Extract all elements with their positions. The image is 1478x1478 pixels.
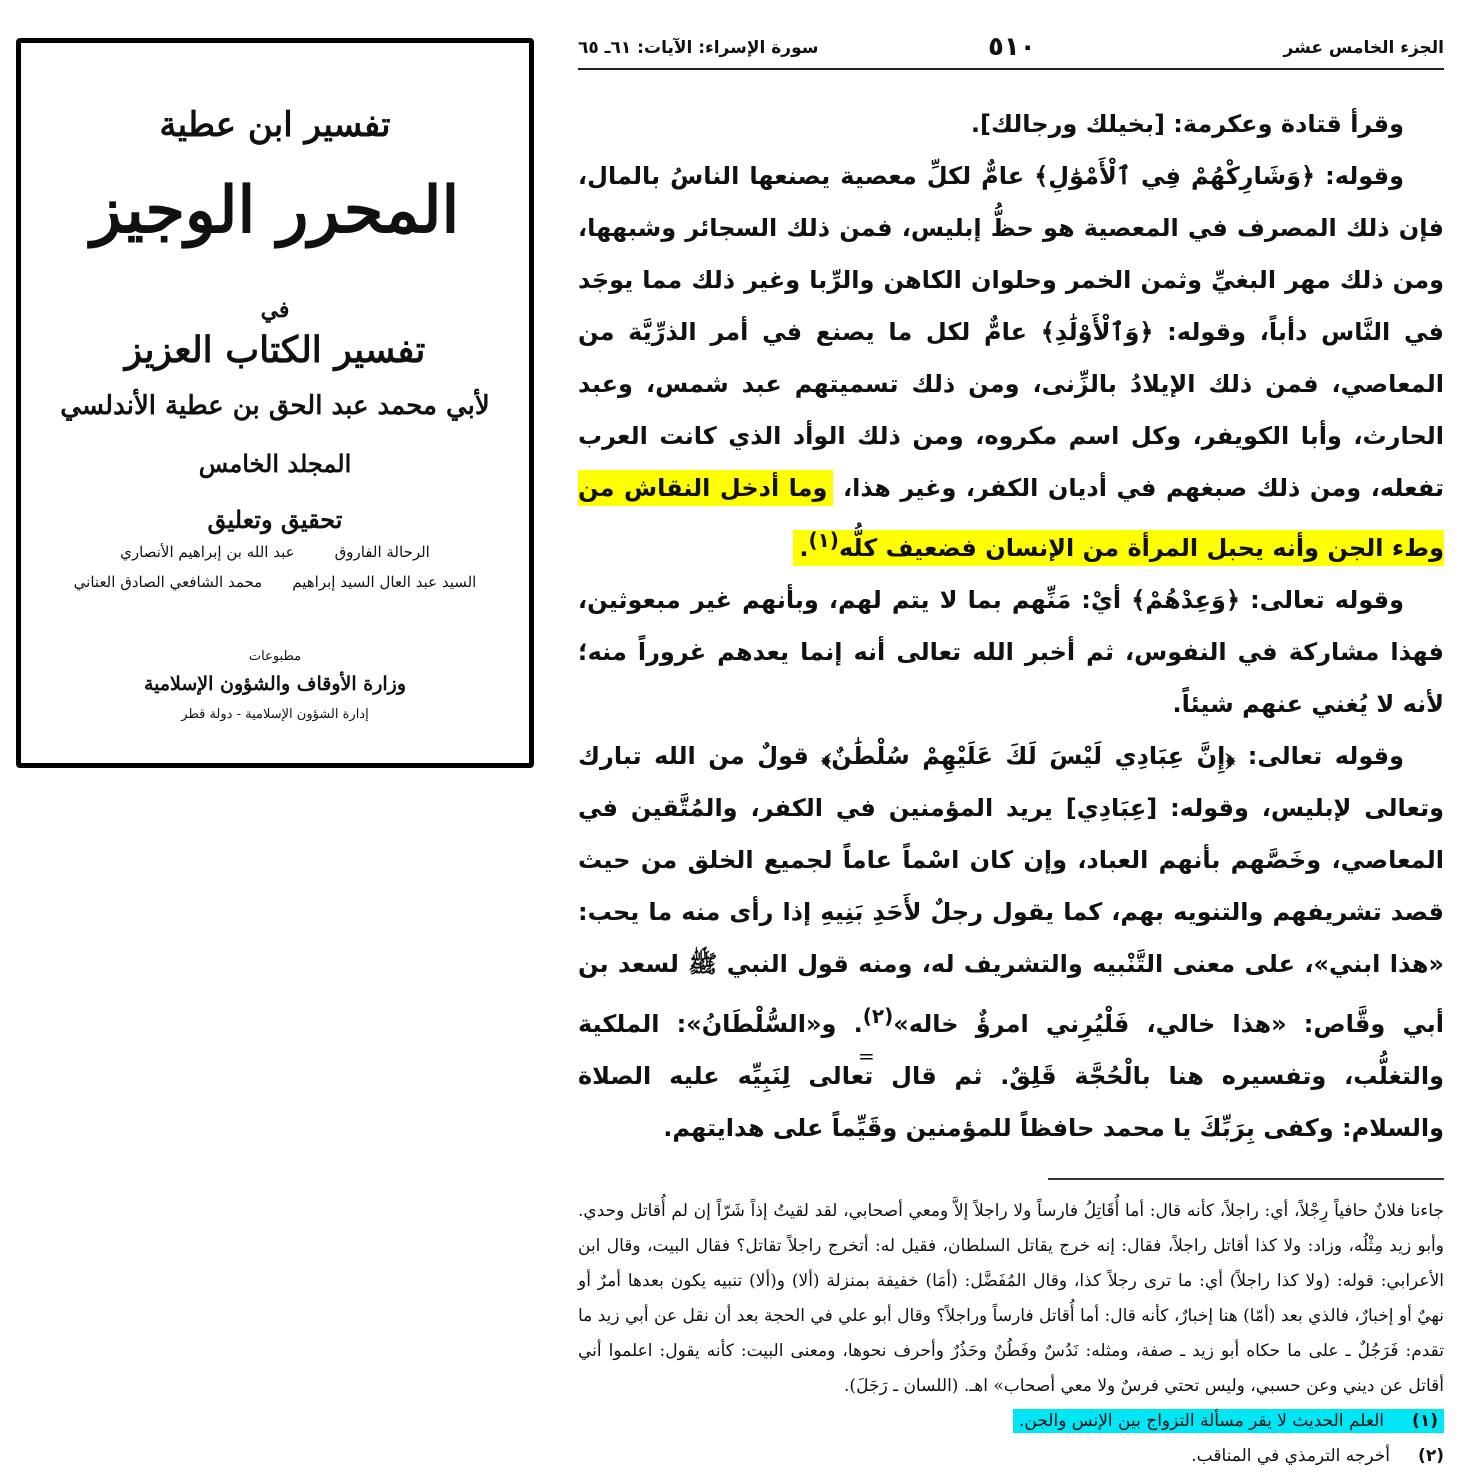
part-label: الجزء الخامس عشر xyxy=(1283,38,1444,58)
cover-series: تفسير ابن عطية xyxy=(159,105,391,145)
book-cover xyxy=(16,38,534,768)
footnote-text: أخرجه الترمذي في المناقب. xyxy=(1191,1446,1390,1466)
footnote-text: العلم الحديث لا يقر مسألة التزواج بين الإنس والجن. xyxy=(1018,1411,1384,1431)
highlighted-footnote xyxy=(1013,1409,1444,1433)
cover-editor: عبد الله بن إبراهيم الأنصاري xyxy=(120,543,295,561)
cover-editors xyxy=(21,543,529,561)
page-number: ٥١٠ xyxy=(988,32,1036,62)
book-page xyxy=(578,28,1444,1474)
footnote-continuation: جاءنا فلانٌ حافياً رِجْلاً، أي: راجلاً، كأنه قال: أما أُقَاتِلُ فارساً ولا راجلاً إلاَّ ومعي أصحابي، لقد لقيتُ إذاً شَرّاً إن لم أُقاتل وحدي. وأبو زيد مِثْلُه، وزاد: ولا كذا أقاتل راجلاً، فقال: إنه خرج يقاتل السلطان، فقيل له: أتخرج راجلاً تقاتل؟ فقال البيت، وقال ابن الأعرابي: قوله: (ولا كذا راجلاً) أي: ما ترى رجلاً كذا، وقال المُفَضَّل: (أمَا) خفيفة بمنزلة (ألا) و(ألا) تنبيه يكون بعدها أمرٌ أو نهيٌ أو إخبارٌ، فالذي بعد (أمّا) هنا إخبارٌ، كأنه قال: أما أُقاتل فارساً وراجلاً؟ وقال أبو علي في الحجة بعد أن نقل عن أبي زيد ما تقدم: فَرَجُلٌ ـ على ما حكاه أبو زيد ـ صفة، ومثله: نَدُسٌ وفَطُنٌ وحَذُرٌ وأحرف نحوها، ومعنى البيت: كأنه يقول: اعلموا أني أقاتل عن ديني وعن حسبي، وليس تحتي فرسٌ ولا معي أصحاب» اهـ. (اللسان ـ رَجَلَ). xyxy=(578,1201,1444,1396)
footnote-1 xyxy=(578,1404,1444,1439)
paragraph-text: . و«السُّلْطَانُ»: الملكية والتغلُّب، وتفسيره هنا بالْحُجَّة قَلِقٌ. ثم قال تعالى لِنَبِيِّه عليه الصلاة والسلام: وكفى بِرَبِّكَ يا محمد حافظاً للمؤمنين وقَيِّماً على هدايتهم. xyxy=(578,1010,1444,1142)
paragraph xyxy=(578,730,1444,1154)
paragraph: وقوله تعالى: ﴿وَعِدْهُمْ﴾ أيْ: مَنِّهم بما لا يتم لهم، وبأنهم غير مبعوثين، فهذا مشاركة في النفوس، ثم أخبر الله تعالى أنه إنما يعدهم غروراً منه؛ لأنه لا يُغني عنهم شيئاً. xyxy=(578,586,1444,718)
paragraph-text: وقوله تعالى: ﴿إِنَّ عِبَادِي لَيْسَ لَكَ عَلَيْهِمْ سُلْطَٰنٌ﴾ قولٌ من الله تبارك وتعالى لإبليس، وقوله: [عِبَادِي] يريد المؤمنين في الكفر، والمُتَّقين في المعاصي، وخَصَّهم بأنهم العباد، وإن كان اسْماً عاماً لجميع الخلق من حيث قصد تشريفهم والتنويه بهم، كما يقول رجلٌ لأَحَدِ بَنِيهِ إذا رأى منه ما يحب: «هذا ابني»، على معنى التَّنْبيه والتشريف له، ومنه قول النبي ﷺ لسعد بن أبي وقَّاص: «هذا خالي، فَلْيُرِني امرؤٌ خاله» xyxy=(578,742,1444,1038)
footnote-separator xyxy=(1048,1178,1444,1180)
cover-title: المحرر الوجيز xyxy=(90,173,460,248)
cover-volume: المجلد الخامس xyxy=(198,449,352,478)
paragraph: وقرأ قتادة وعكرمة: [بخيلك ورجالك]. xyxy=(970,110,1404,138)
cover-editor: الرحالة الفاروق xyxy=(334,543,430,561)
paragraph xyxy=(578,150,1444,574)
footnotes xyxy=(578,1194,1444,1474)
footnote-2 xyxy=(578,1439,1444,1474)
cover-editor: محمد الشافعي الصادق العناني xyxy=(73,573,263,591)
footnote-number: (١) xyxy=(1412,1411,1438,1431)
paragraph-text: وقوله: ﴿وَشَارِكْهُمْ فِي ٱلْأَمْوَٰلِ﴾ عامٌّ لكلِّ معصية يصنعها الناسُ بالمال، فإن ذلك المصرف في المعصية هو حظُّ إبليس، فمن ذلك السجائر وشبهها، ومن ذلك مهر البغيِّ وثمن الخمر وحلوان الكاهن والرِّبا وغير ذلك مما يوجَد في النَّاس دأباً، وقوله: ﴿وَٱلْأَوْلَٰدِ﴾ عامٌّ لكل ما يصنع في أمر الذرِّيَّة من المعاصي، فمن ذلك الإيلادُ بالزِّنى، ومن ذلك تسميتهم عبد شمس، وعبد الحارث، وأبا الكويفر، وكل اسم مكروه، ومن ذلك الوأد الذي كانت العرب تفعله، ومن ذلك صبغهم في أديان الكفر، وغير هذا، xyxy=(578,162,1445,502)
cover-subtitle: تفسير الكتاب العزيز xyxy=(124,329,426,371)
continuation-mark: = xyxy=(858,1044,875,1068)
cover-editors xyxy=(21,573,529,591)
cover-printed: مطبوعات xyxy=(248,649,302,664)
footnote-ref: (٢) xyxy=(862,1004,894,1028)
surah-label: سورة الإسراء: الآيات: ٦١ـ ٦٥ xyxy=(578,38,819,58)
cover-editor: السيد عبد العال السيد إبراهيم xyxy=(292,573,477,591)
cover-tahqiq: تحقيق وتعليق xyxy=(207,505,343,534)
cover-ministry: وزارة الأوقاف والشؤون الإسلامية xyxy=(143,673,407,695)
footnote-number: (٢) xyxy=(1418,1446,1444,1466)
cover-author: لأبي محمد عبد الحق بن عطية الأندلسي xyxy=(60,391,490,421)
highlighted-text: وما أدخل النقاش من وطء الجن وأنه يحبل المرأة من الإنسان فضعيف كلُّه xyxy=(578,474,1444,562)
body-text xyxy=(578,98,1444,1154)
footnote-ref: (١) xyxy=(808,528,839,552)
page-header xyxy=(578,28,1444,70)
cover-fi: في xyxy=(260,297,290,323)
cover-dept: إدارة الشؤون الإسلامية - دولة قطر xyxy=(181,707,369,722)
punctuation: . xyxy=(799,534,809,562)
